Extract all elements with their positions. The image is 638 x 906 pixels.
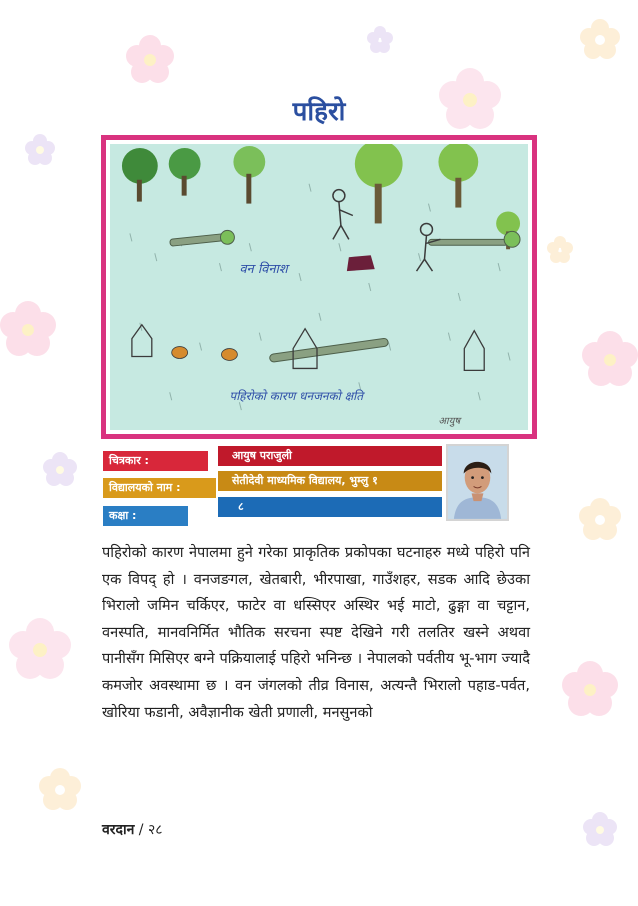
drawing-signature: आयुष bbox=[438, 416, 461, 428]
school-label: विद्यालयको नाम : bbox=[103, 478, 216, 498]
page-number: २८ bbox=[147, 822, 163, 838]
drawing-label-1: वन विनाश bbox=[239, 262, 288, 278]
class-label: कक्षा : bbox=[103, 506, 188, 526]
page-footer bbox=[102, 820, 163, 839]
drawing-label-2: पहिरोको कारण धनजनको क्षति bbox=[229, 389, 363, 404]
school-name: सेतीदेवी माध्यमिक विद्यालय, भुम्लु १ bbox=[218, 471, 442, 491]
magazine-name: वरदान bbox=[102, 822, 135, 838]
class-value: ८ bbox=[218, 497, 442, 517]
artist-label: चित्रकार : bbox=[103, 451, 208, 471]
page-title: पहिरो bbox=[292, 97, 346, 127]
artist-photo bbox=[446, 444, 509, 521]
article-paragraph: पहिरोको कारण नेपालमा हुने गरेका प्राकृतिक प्रकोपका घटनाहरु मध्ये पहिरो पनि एक विपद् हो । वनजङगल, खेतबारी, भीरपाखा, गाउँशहर, सडक आदि छेउका भिरालो जमिन चर्किएर, फाटेर वा धस्सिएर अस्थिर भई माटो, ढुङ्गा वा चट्टान, वनस्पति, मानवनिर्मित भौतिक सरचना स्पष्ट देखिने गरी तलतिर खस्ने अथवा पानीसँग मिसिएर बग्ने पक्रियालाई पहिरो भनिन्छ । नेपालको पर्वतीय भू-भाग ज्यादै कमजोर अवस्थामा छ । वन जंगलको तीव्र विनास, अत्यन्तै भिरालो पहाड-पर्वत, खोरिया फडानी, अवैज्ञानीक खेती प्रणाली, मनसुनको bbox=[102, 544, 530, 721]
landslide-drawing bbox=[110, 144, 528, 430]
artwork-frame bbox=[101, 135, 537, 439]
article-body bbox=[102, 540, 530, 726]
artist-name: आयुष पराजुली bbox=[218, 446, 442, 466]
footer-separator: / bbox=[134, 822, 148, 838]
